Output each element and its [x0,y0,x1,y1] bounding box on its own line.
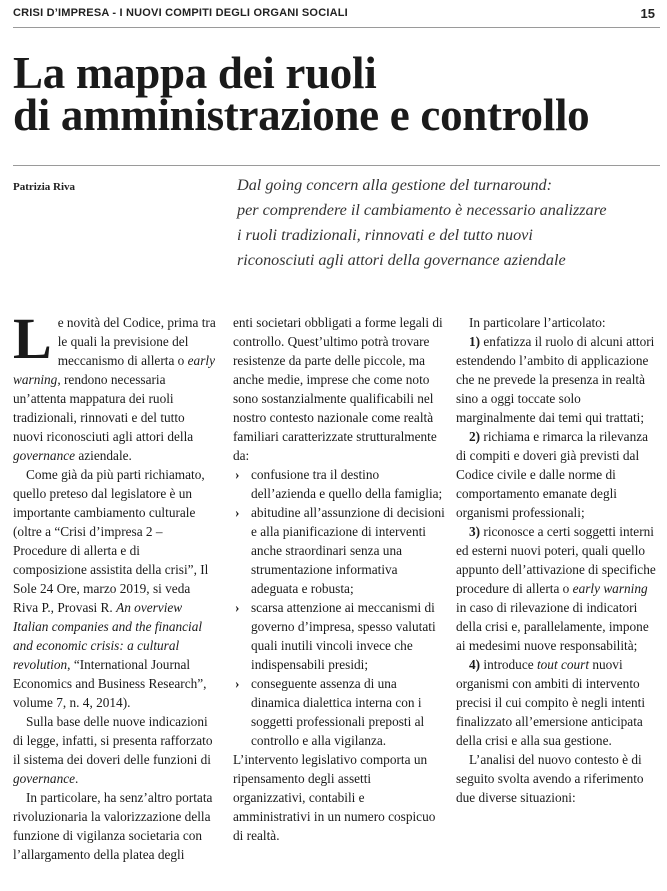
title-line-2: di amministrazione e controllo [13,90,590,140]
standfirst-line: i ruoli tradizionali, rinnovati e del tutto nuovi [237,226,533,244]
numbered-item: 2) richiama e rimarca la rilevanza di compiti e doveri già previsti dal Codice civile e dalle norme di comportamento emanate degli organismi professionali; [456,429,649,520]
bullet-item: › confusione tra il destino dell’azienda e quello della famiglia; [235,467,443,501]
title-rule [13,165,660,166]
numbered-item: 1) enfatizza il ruolo di alcuni attori estendendo l’ambito di applicazione che ne prevede la presenza in realtà sino a oggi toccate solo marginalmente dai temi qui trattati; [456,334,655,425]
bullet-marker: › [235,600,240,615]
standfirst [237,173,662,273]
paragraph: In particolare, ha senz’altro portata rivoluzionaria la valorizzazione della funzione di vigilanza societaria con l’allargamento della platea degli [13,790,213,862]
standfirst-line: per comprendere il cambiamento è necessario analizzare [237,201,607,219]
page-header [13,6,655,26]
bullet-marker: › [235,676,240,691]
text-column-1 [13,306,216,864]
article-title [13,48,590,140]
text-column-3 [456,313,660,807]
standfirst-line: riconosciuti agli attori della governance aziendale [237,251,566,269]
title-line-1: La mappa dei ruoli [13,48,377,98]
author-name: Patrizia Riva [13,181,76,193]
paragraph: In particolare l’articolato: [469,315,606,330]
bullet-marker: › [235,505,240,520]
text-column-2 [233,313,445,845]
paragraph: Sulla base delle nuove indicazioni di legge, infatti, si presenta rafforzato il sistema dei doveri delle funzioni di governance. [13,714,213,786]
numbered-item: 3) riconosce a certi soggetti interni ed esterni nuovi poteri, quali quello appunto dell’attivazione di specifiche procedure di allerta o early warning in caso di rilevazione di indicatori della crisi e, parallelamente, impone ai medesimi nuove responsabilità; [456,524,656,653]
paragraph: L’analisi del nuovo contesto è di seguito svolta avendo a riferimento due diverse situazioni: [456,752,644,805]
bullet-item: › conseguente assenza di una dinamica dialettica interna con i soggetti professionali preposti al controllo e alla vigilanza. [235,676,425,748]
paragraph: enti societari obbligati a forme legali di controllo. Quest’ultimo potrà trovare resistenze da parte delle piccole, ma anche medie, imprese che come noto sono sostanzialmente qualificabili nel nostro contesto nazionale come realtà familiari caratterizzate strutturalmente da: [233,315,443,463]
numbered-item: 4) introduce tout court nuovi organismi con ambiti di intervento precisi il cui compito è negli intenti finalizzato all’emersione anticipata della crisi e alla sua gestione. [456,657,646,748]
page-number: 15 [640,6,655,21]
standfirst-line: Dal going concern alla gestione del turnaround: [237,176,553,194]
drop-cap: L [13,306,52,371]
paragraph: Come già da più parti richiamato, quello preteso dal legislatore è un importante cambiamento culturale (oltre a “Crisi d’impresa 2 – Procedure di allerta e di composizione assistita della crisi”, Il Sole 24 Ore, marzo 2019, si veda Riva P., Provasi R. An overview Italian companies and the financial and economic crisis: a cultural revolution, “International Journal Economics and Business Research”, volume 7, n. 4, 2014). [13,467,209,710]
paragraph: Le novità del Codice, prima tra le quali la previsione del meccanismo di allerta o early warning, rendono necessaria un’attenta mappatura dei ruoli tradizionali, rinnovati e del tutto nuovi riconosciuti agli attori della governance aziendale. [13,306,216,463]
header-rule [13,27,660,28]
bullet-item: › abitudine all’assunzione di decisioni e alla pianificazione di interventi anche straordinari senza una strumentazione informativa adeguata e robusta; [235,505,445,596]
bullet-item: › scarsa attenzione ai meccanismi di governo d’impresa, spesso valutati quali inutili vincoli invece che indispensabili presidi; [235,600,436,672]
running-title: CRISI D’IMPRESA - I NUOVI COMPITI DEGLI ORGANI SOCIALI [13,7,348,19]
paragraph: L’intervento legislativo comporta un ripensamento degli assetti organizzativi, contabili e amministrativi in un numero cospicuo di realtà. [233,752,436,843]
bullet-marker: › [235,467,240,482]
